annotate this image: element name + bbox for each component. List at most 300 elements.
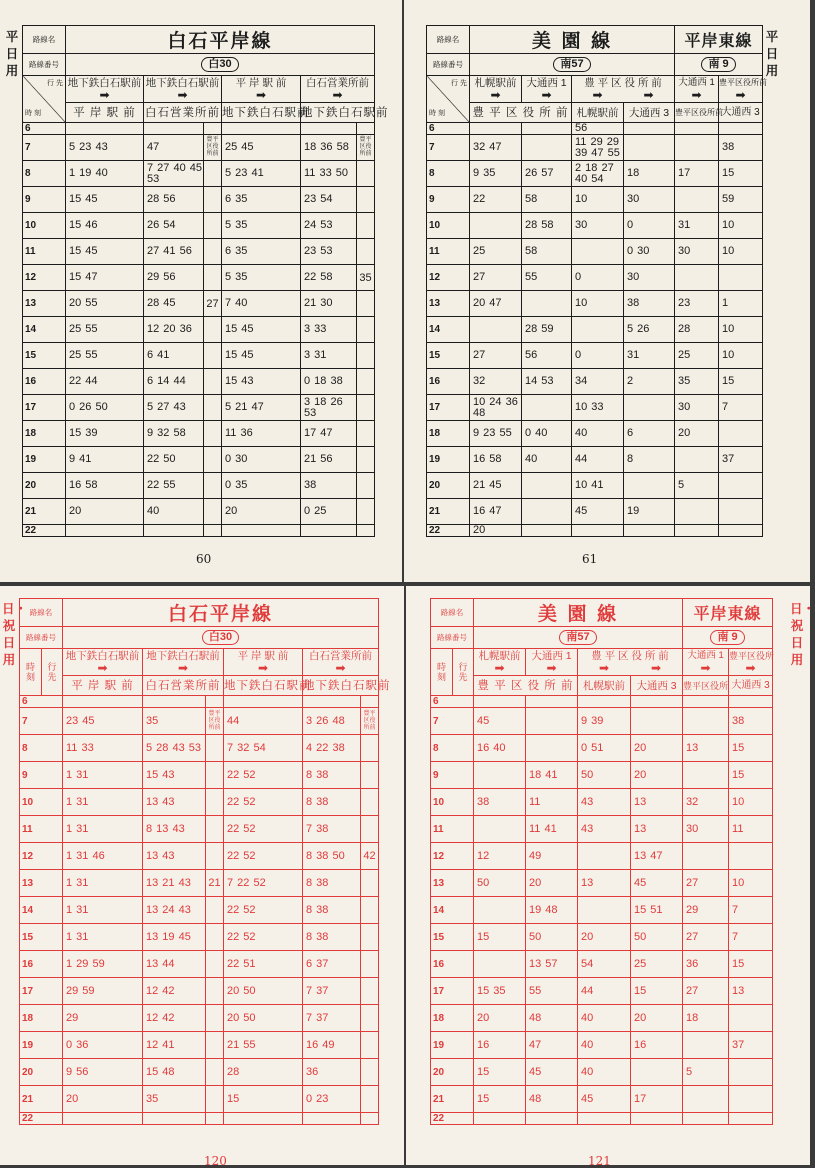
arrow-icon: ➡ (255, 88, 267, 102)
time-cell (624, 395, 675, 421)
time-cell: 0 18 38 (301, 369, 357, 395)
hour-row (427, 161, 763, 187)
arrow-icon: ➡ (177, 661, 189, 675)
column-destination: 大通西 1 (678, 77, 715, 88)
time-cell (470, 123, 522, 135)
time-cell: 24 53 (301, 213, 357, 239)
time-cell (631, 1059, 683, 1086)
hour-cell: 11 (427, 239, 470, 265)
via-note: 豊平区役所前 (204, 135, 222, 161)
hour-row (427, 473, 763, 499)
column-origin: 地下鉄白石駅前 (301, 106, 389, 119)
time-cell: 15 47 (66, 265, 144, 291)
time-cell: 47 (526, 1032, 578, 1059)
hour-row (427, 447, 763, 473)
extra-time-cell: 35 (357, 265, 375, 291)
time-cell: 10 (719, 239, 763, 265)
time-cell: 18 (683, 1005, 729, 1032)
time-cell: 15 (474, 1059, 526, 1086)
time-cell: 0 51 (578, 735, 631, 762)
column-origin: 白石営業所前 (145, 106, 220, 119)
route-badge: 白30 (201, 57, 238, 72)
hour-row (431, 696, 773, 708)
time-cell: 47 (144, 135, 204, 161)
time-cell: 11 33 50 (301, 161, 357, 187)
time-cell (729, 843, 773, 870)
route-badge: 南57 (559, 630, 596, 645)
hour-row (23, 135, 375, 161)
time-label: 時刻 (25, 662, 35, 682)
arrow-icon: ➡ (332, 88, 343, 102)
time-cell: 12 42 (143, 1005, 206, 1032)
hour-row (431, 1059, 773, 1086)
time-cell: 23 53 (301, 239, 357, 265)
extra-time-cell (206, 1032, 224, 1059)
time-cell: 1 31 (63, 897, 143, 924)
time-cell: 43 (578, 816, 631, 843)
time-cell (572, 239, 624, 265)
time-cell: 49 (526, 843, 578, 870)
extra-time-cell (357, 525, 375, 537)
time-cell: 7 38 (303, 816, 361, 843)
time-cell: 15 35 (474, 978, 526, 1005)
hour-cell: 19 (20, 1032, 63, 1059)
time-cell: 20 50 (224, 978, 303, 1005)
time-cell: 17 (631, 1086, 683, 1113)
dest-label: 行 先 (451, 80, 467, 87)
time-cell: 3 31 (301, 343, 357, 369)
hour-row (20, 1113, 379, 1125)
time-cell: 37 (729, 1032, 773, 1059)
column-origin: 地下鉄白石駅前 (222, 106, 310, 119)
time-cell: 1 31 (63, 762, 143, 789)
time-cell: 13 21 43 (143, 870, 206, 897)
hour-row (20, 708, 379, 735)
hour-cell: 18 (23, 421, 66, 447)
time-cell: 13 57 (526, 951, 578, 978)
via-note: 豊平区役所前 (361, 708, 379, 735)
hour-cell: 9 (20, 762, 63, 789)
column-destination: 豊平区役所前 (719, 78, 768, 87)
time-cell (631, 1113, 683, 1125)
time-cell: 1 19 40 (66, 161, 144, 187)
column-origin: 札幌駅前 (583, 679, 625, 692)
time-cell: 3 26 48 (303, 708, 361, 735)
hour-row (20, 978, 379, 1005)
time-cell: 20 (66, 499, 144, 525)
time-cell: 58 (522, 187, 572, 213)
time-cell (474, 696, 526, 708)
time-cell (683, 843, 729, 870)
time-cell: 15 51 (631, 897, 683, 924)
hour-cell: 22 (23, 525, 66, 537)
time-cell: 16 49 (303, 1032, 361, 1059)
time-cell: 20 (63, 1086, 143, 1113)
hour-cell: 9 (427, 187, 470, 213)
time-cell (578, 696, 631, 708)
hour-row (427, 369, 763, 395)
extra-time-cell (204, 369, 222, 395)
hour-cell: 6 (23, 123, 66, 135)
dest-label: 行 先 (47, 80, 63, 87)
time-cell: 35 (675, 369, 719, 395)
arrow-icon: ➡ (700, 661, 711, 675)
page-number: 60 (196, 552, 212, 566)
hour-cell: 6 (431, 696, 474, 708)
time-cell (474, 762, 526, 789)
time-cell: 15 43 (222, 369, 301, 395)
time-cell: 18 (624, 161, 675, 187)
arrow-icon: ➡ (494, 661, 505, 675)
column-origin: 大通西 3 (721, 106, 760, 118)
time-cell (719, 499, 763, 525)
time-cell: 5 26 (624, 317, 675, 343)
time-cell: 25 55 (66, 317, 144, 343)
extra-time-cell (357, 499, 375, 525)
time-cell: 13 24 43 (143, 897, 206, 924)
hour-cell: 16 (20, 951, 63, 978)
column-destination: 平 岸 駅 前 (237, 650, 289, 662)
time-cell: 22 44 (66, 369, 144, 395)
time-cell: 38 (624, 291, 675, 317)
time-cell: 29 (683, 897, 729, 924)
page-number: 121 (588, 1154, 611, 1168)
time-cell: 29 59 (63, 978, 143, 1005)
time-cell: 45 (526, 1059, 578, 1086)
hour-row (23, 213, 375, 239)
time-cell: 6 14 44 (144, 369, 204, 395)
time-cell: 6 (624, 421, 675, 447)
column-origin: 平 岸 駅 前 (73, 106, 136, 119)
time-cell: 32 47 (470, 135, 522, 161)
column-origin: 大通西 3 (731, 679, 770, 691)
time-cell: 3 33 (301, 317, 357, 343)
time-cell: 6 35 (222, 187, 301, 213)
time-cell: 26 57 (522, 161, 572, 187)
time-cell: 0 (572, 343, 624, 369)
time-cell: 8 13 43 (143, 816, 206, 843)
column-destination: 札幌駅前 (478, 650, 521, 662)
column-destination: 大通西 1 (526, 77, 567, 89)
time-cell (144, 525, 204, 537)
hour-cell: 8 (23, 161, 66, 187)
hour-row (20, 951, 379, 978)
time-cell: 1 31 (63, 789, 143, 816)
extra-time-cell: 27 (204, 291, 222, 317)
extra-time-cell (357, 187, 375, 213)
time-cell: 13 (631, 789, 683, 816)
time-cell (624, 473, 675, 499)
time-cell: 35 (143, 1086, 206, 1113)
hour-cell: 10 (23, 213, 66, 239)
extra-time-cell (204, 343, 222, 369)
hour-row (427, 291, 763, 317)
time-cell (719, 473, 763, 499)
hour-cell: 16 (431, 951, 474, 978)
time-cell: 58 (522, 239, 572, 265)
time-cell: 20 (631, 1005, 683, 1032)
time-cell (143, 696, 206, 708)
hour-row (20, 735, 379, 762)
column-destination: 地下鉄白石駅前 (65, 650, 140, 662)
time-cell (143, 1113, 206, 1125)
time-cell (578, 897, 631, 924)
hour-row (20, 870, 379, 897)
time-cell: 4 22 38 (303, 735, 361, 762)
column-origin: 白石営業所前 (145, 679, 221, 692)
time-cell: 27 (470, 265, 522, 291)
time-cell: 8 38 (303, 924, 361, 951)
time-cell: 30 (675, 239, 719, 265)
time-cell: 22 52 (224, 843, 303, 870)
extra-time-cell (361, 816, 379, 843)
extra-time-cell (357, 239, 375, 265)
arrow-icon: ➡ (257, 661, 269, 675)
column-destination: 平 岸 駅 前 (235, 77, 287, 89)
time-cell: 56 (522, 343, 572, 369)
time-cell: 13 44 (143, 951, 206, 978)
time-cell: 32 (683, 789, 729, 816)
hour-cell: 21 (20, 1086, 63, 1113)
time-cell: 30 (572, 213, 624, 239)
hour-row (20, 843, 379, 870)
extra-time-cell (206, 843, 224, 870)
time-cell (572, 525, 624, 537)
time-cell (526, 735, 578, 762)
time-cell: 9 23 55 (470, 421, 522, 447)
time-cell (470, 213, 522, 239)
time-cell: 29 (63, 1005, 143, 1032)
column-origin: 平 岸 駅 前 (71, 679, 134, 692)
arrow-icon: ➡ (592, 88, 603, 102)
hour-cell: 18 (427, 421, 470, 447)
hour-cell: 6 (20, 696, 63, 708)
extra-time-cell (361, 978, 379, 1005)
time-cell: 0 40 (522, 421, 572, 447)
holiday-sidebar-label: 日・祝日用 (790, 601, 815, 667)
time-cell: 11 29 29 39 47 55 (572, 135, 624, 161)
time-cell: 10 (572, 187, 624, 213)
time-cell (572, 317, 624, 343)
time-cell: 5 (675, 473, 719, 499)
extra-time-cell (204, 421, 222, 447)
time-cell: 40 (522, 447, 572, 473)
hour-row (431, 897, 773, 924)
time-cell: 30 (675, 395, 719, 421)
hour-row (431, 816, 773, 843)
time-cell: 28 45 (144, 291, 204, 317)
arrow-icon: ➡ (546, 661, 557, 675)
hour-row (20, 897, 379, 924)
extra-time-cell (361, 762, 379, 789)
time-cell: 22 52 (224, 789, 303, 816)
hour-cell: 10 (431, 789, 474, 816)
time-cell: 9 32 58 (144, 421, 204, 447)
timetable-shiroishi-hiragishi-weekday (22, 25, 389, 537)
hour-cell: 19 (23, 447, 66, 473)
time-cell: 6 41 (144, 343, 204, 369)
time-cell: 22 52 (224, 816, 303, 843)
hour-cell: 9 (23, 187, 66, 213)
extra-time-cell (357, 123, 375, 135)
extra-time-cell (206, 1005, 224, 1032)
column-destination: 地下鉄白石駅前 (146, 650, 220, 662)
time-cell: 50 (631, 924, 683, 951)
time-cell: 55 (526, 978, 578, 1005)
via-note: 豊平区役所前 (206, 708, 224, 735)
time-cell: 15 45 (66, 187, 144, 213)
hour-cell: 12 (431, 843, 474, 870)
time-cell: 40 (578, 1005, 631, 1032)
time-cell (683, 1086, 729, 1113)
time-cell: 22 58 (301, 265, 357, 291)
time-cell: 7 (729, 897, 773, 924)
extra-time-cell (361, 924, 379, 951)
time-cell: 26 54 (144, 213, 204, 239)
hour-row (23, 317, 375, 343)
route-title-hiragishi-east: 平岸東線 (675, 26, 763, 54)
column-origin: 札幌駅前 (576, 106, 619, 119)
time-cell: 12 41 (143, 1032, 206, 1059)
hour-row (427, 317, 763, 343)
extra-time-cell (357, 395, 375, 421)
time-cell: 10 (572, 291, 624, 317)
time-cell: 5 (683, 1059, 729, 1086)
time-cell: 20 (222, 499, 301, 525)
time-cell: 9 39 (578, 708, 631, 735)
time-cell: 22 (470, 187, 522, 213)
extra-time-cell (204, 213, 222, 239)
hour-cell: 20 (431, 1059, 474, 1086)
time-cell: 10 33 (572, 395, 624, 421)
time-cell (675, 123, 719, 135)
time-cell: 15 43 (143, 762, 206, 789)
timetable-misono-hiragishi-east-holiday (430, 598, 773, 1125)
time-cell (729, 1005, 773, 1032)
hour-cell: 21 (23, 499, 66, 525)
extra-time-cell (361, 870, 379, 897)
page-120 (0, 586, 404, 1168)
hour-cell: 17 (20, 978, 63, 1005)
time-cell: 44 (224, 708, 303, 735)
hour-cell: 12 (427, 265, 470, 291)
column-destination: 豊平区役所 (729, 651, 775, 661)
column-destination: 豊 平 区 役 所 前 (584, 77, 662, 89)
time-cell: 44 (572, 447, 624, 473)
extra-time-cell (357, 369, 375, 395)
time-cell: 20 50 (224, 1005, 303, 1032)
extra-time-cell (357, 317, 375, 343)
hour-row (431, 1005, 773, 1032)
dest-label: 行先 (458, 662, 468, 682)
time-cell (526, 708, 578, 735)
time-cell (675, 525, 719, 537)
time-cell: 28 (675, 317, 719, 343)
route-badge: 南 9 (710, 630, 744, 645)
hour-row (427, 499, 763, 525)
extra-time-cell (357, 161, 375, 187)
time-cell: 45 (474, 708, 526, 735)
time-cell: 20 (474, 1005, 526, 1032)
hour-cell: 19 (427, 447, 470, 473)
time-cell: 21 30 (301, 291, 357, 317)
extra-time-cell (361, 1059, 379, 1086)
hour-row (431, 789, 773, 816)
time-cell (631, 708, 683, 735)
hour-cell: 15 (20, 924, 63, 951)
extra-time-cell (357, 343, 375, 369)
time-cell (522, 395, 572, 421)
time-cell: 38 (301, 473, 357, 499)
hour-cell: 21 (431, 1086, 474, 1113)
hour-cell: 10 (427, 213, 470, 239)
column-origin: 大通西 3 (628, 106, 670, 119)
time-cell: 22 55 (144, 473, 204, 499)
extra-time-cell (206, 735, 224, 762)
extra-time-cell (204, 499, 222, 525)
time-cell (719, 265, 763, 291)
extra-time-cell (361, 696, 379, 708)
hour-row (23, 421, 375, 447)
hour-cell: 13 (431, 870, 474, 897)
time-cell (522, 525, 572, 537)
time-cell: 25 (631, 951, 683, 978)
time-cell (631, 696, 683, 708)
hour-cell: 15 (427, 343, 470, 369)
hour-row (427, 123, 763, 135)
hour-cell: 10 (20, 789, 63, 816)
hour-row (427, 265, 763, 291)
time-cell: 45 (572, 499, 624, 525)
time-cell: 11 41 (526, 816, 578, 843)
time-cell: 54 (578, 951, 631, 978)
weekday-sidebar-label: 平日用 (765, 29, 779, 78)
time-cell: 11 (526, 789, 578, 816)
column-destination: 白石営業所前 (306, 77, 370, 89)
time-cell: 13 (631, 816, 683, 843)
time-cell: 8 38 (303, 897, 361, 924)
hour-cell: 9 (431, 762, 474, 789)
hour-row (431, 843, 773, 870)
time-cell: 35 (143, 708, 206, 735)
time-cell: 15 (631, 978, 683, 1005)
arrow-icon: ➡ (99, 88, 110, 102)
extra-time-cell (206, 696, 224, 708)
time-cell: 10 (719, 213, 763, 239)
time-cell (675, 499, 719, 525)
hour-row (23, 395, 375, 421)
time-cell: 30 (624, 187, 675, 213)
time-cell: 15 (474, 1086, 526, 1113)
time-cell: 29 56 (144, 265, 204, 291)
time-cell: 15 (719, 161, 763, 187)
time-cell: 13 (578, 870, 631, 897)
time-cell: 20 (631, 762, 683, 789)
arrow-icon: ➡ (177, 88, 188, 102)
hour-cell: 13 (427, 291, 470, 317)
time-cell: 1 31 46 (63, 843, 143, 870)
time-cell: 28 56 (144, 187, 204, 213)
arrow-icon: ➡ (735, 88, 746, 102)
extra-time-cell (206, 1113, 224, 1125)
route-number-label: 路線番号 (23, 54, 66, 76)
hour-row (20, 816, 379, 843)
route-number-label: 路線番号 (20, 627, 63, 649)
timetable-misono-hiragishi-east-weekday (426, 25, 768, 537)
hour-cell: 11 (23, 239, 66, 265)
time-cell: 20 (526, 870, 578, 897)
dest-label: 行先 (47, 662, 57, 682)
